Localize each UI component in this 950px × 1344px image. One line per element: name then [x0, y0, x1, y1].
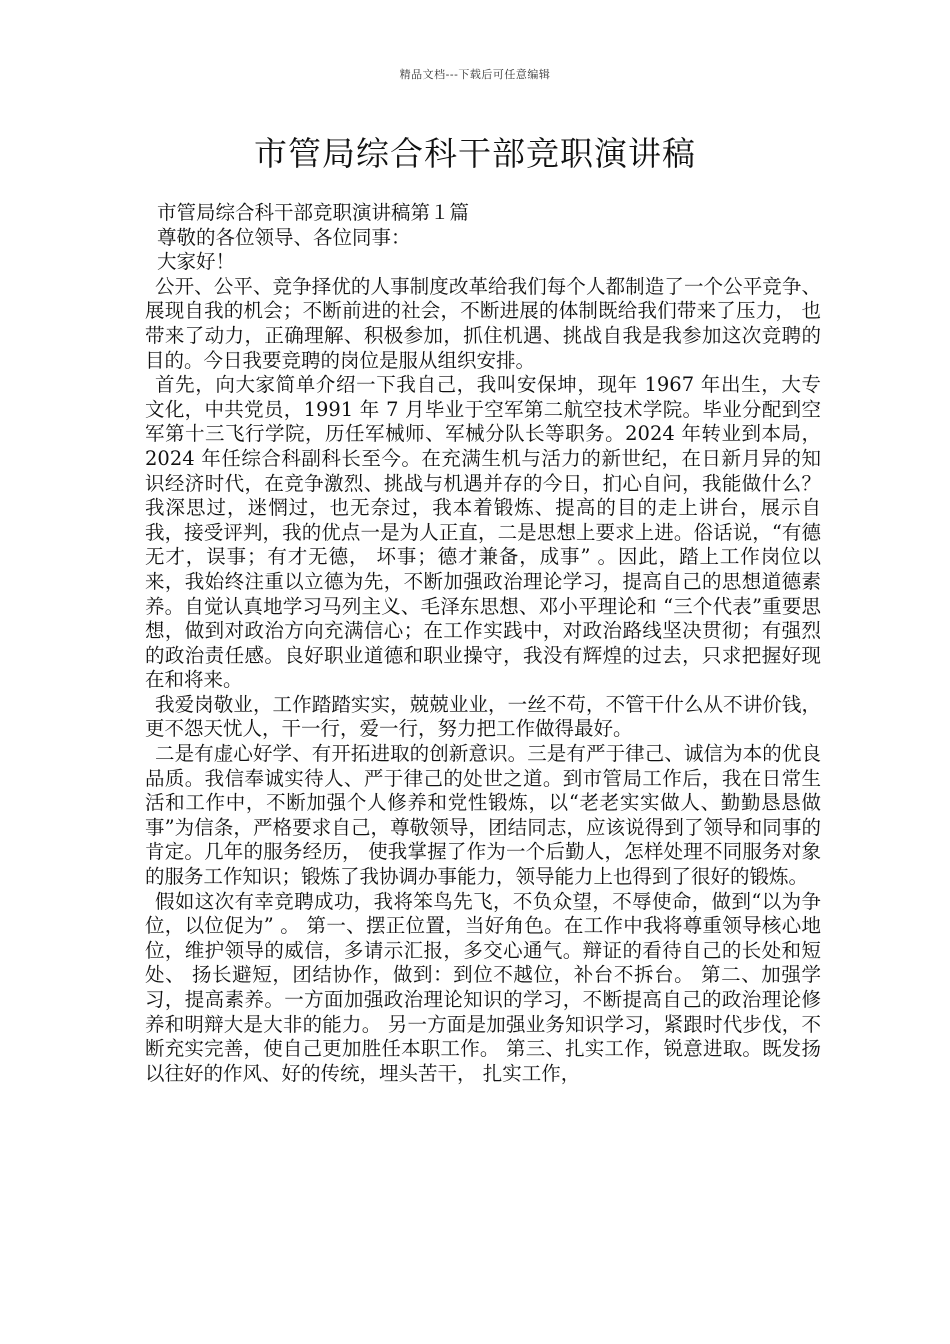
salutation-paragraph: 尊敬的各位领导、各位同事： — [157, 225, 411, 249]
body-paragraph: 二是有虚心好学、有开拓进取的创新意识。三是有严于律己、诚信为本的优良品质。我信奉诚实待人、严于律己的处世之道。到市管局工作后，我在日常生活和工作中，不断加强个人修养和党性锻炼，以“老老实实做人、勤勤恳恳做事”为信条，严格要求自己，尊敬领导，团结同志，应该说得到了领导和同事的肯定。几年的服务经历， 使我掌握了作为一个后勤人，怎样处理不同服务对象的服务工作知识；锻炼了我协调办事能力，领导能力上也得到了很好的锻炼。 — [145, 742, 821, 889]
subtitle-paragraph: 市管局综合科干部竞职演讲稿第１篇 — [157, 201, 470, 224]
document-title: 市管局综合科干部竞职演讲稿 — [254, 134, 696, 173]
header-note: 精品文档---下载后可任意编辑 — [399, 68, 551, 81]
body-paragraph: 首先，向大家简单介绍一下我自己，我叫安保坤，现年 1967 年出生，大专文化，中共党员，1991 年 7 月毕业于空军第二航空技术学院。毕业分配到空军第十三飞行学院，历任军械师、军械分队长等职务。2024 年转业到本局，2024 年任综合科副科长至今。在充满生机与活力的新世纪，在日新月异的知识经济时代，在竞争激烈、挑战与机遇并存的今日，扪心自问，我能做什么？我深思过，迷惘过，也无奈过，我本着锻炼、提高的目的走上讲台，展示自我，接受评判，我的优点一是为人正直，二是思想上要求上进。俗话说，“有德无才，误事；有才无德， 坏事；德才兼备，成事” 。因此，踏上工作岗位以来，我始终注重以立德为先，不断加强政治理论学习，提高自己的思想道德素养。自觉认真地学习马列主义、毛泽东思想、邓小平理论和 “三个代表”重要思想，做到对政治方向充满信心；在工作实践中，对政治路线坚决贯彻；有强烈的政治责任感。良好职业道德和职业操守，我没有辉煌的过去，只求把握好现在和将来。 — [145, 373, 821, 692]
body-paragraph: 假如这次有幸竞聘成功，我将笨鸟先飞，不负众望，不辱使命，做到“以为争位，以位促为” 。 第一、摆正位置，当好角色。在工作中我将尊重领导核心地位，维护领导的威信，多请示汇报，多交心通气。辩证的看待自己的长处和短处、 扬长避短，团结协作，做到：到位不越位，补台不拆台。 第二、加强学习，提高素养。一方面加强政治理论知识的学习，不断提高自己的政治理论修养和明辩大是大非的能力。 另一方面是加强业务知识学习，紧跟时代步伐，不断充实完善，使自己更加胜任本职工作。 第三、扎实工作，锐意进取。既发扬以往好的作风、好的传统，埋头苦干， 扎实工作， — [145, 889, 821, 1085]
greeting-paragraph: 大家好！ — [157, 250, 236, 274]
body-paragraph: 我爱岗敬业，工作踏踏实实，兢兢业业，一丝不苟，不管干什么从不讲价钱，更不怨天忧人，干一行，爱一行，努力把工作做得最好。 — [145, 692, 821, 741]
document-body — [145, 201, 821, 1086]
body-paragraph: 公开、公平、竞争择优的人事制度改革给我们每个人都制造了一个公平竞争、展现自我的机会；不断前进的社会，不断进展的体制既给我们带来了压力， 也带来了动力，正确理解、积极参加，抓住机遇、挑战自我是我参加这次竞聘的目的。今日我要竞聘的岗位是服从组织安排。 — [145, 274, 821, 372]
